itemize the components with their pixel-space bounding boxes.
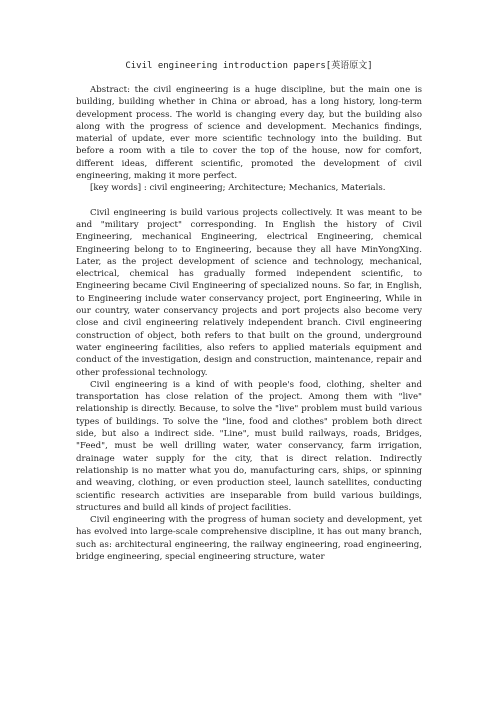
body-paragraph-3: Civil engineering with the progress of human society and development, yet has evolved into large-scale comprehensive discipline, it has out many branch, such as: architectural engineering, the railway engineering, road engineering, bridge engineering, special engineering structure, water xyxy=(76,515,422,562)
body-paragraph-1: Civil engineering is build various projects collectively. It was meant to be and "military project" corresponding. In English the history of Civil Engineering, mechanical Engineering, electrical Engineering, chemical Engineering belong to to Engineering, because they all have MinYongXing. Later, as the project development of science and technology, mechanical, electrical, chemical has gradually formed independent scientific, to Engineering became Civil Engineering of specialized nouns. So far, in English, to Engineering include water conservancy project, port Engineering, While in our country, water conservancy projects and port projects also become very close and civil engineering relatively independent branch. Civil engineering construction of object, both refers to that built on the ground, underground water engineering facilities, also refers to applied materials equipment and conduct of the investigation, design and construction, maintenance, repair and other professional technology. xyxy=(76,207,422,378)
keywords-paragraph: [key words] : civil engineering; Architecture; Mechanics, Materials. xyxy=(90,183,386,194)
abstract-paragraph: Abstract: the civil engineering is a huge discipline, but the main one is building, building whether in China or abroad, has a long history, long-term development process. The world is changing every day, but the building also along with the progress of science and development. Mechanics findings, material of update, ever more scientific technology into the building. But before a room with a tile to cover the top of the house, now for comfort, different ideas, different scientific, promoted the development of civil engineering, making it more perfect. xyxy=(76,85,422,182)
document-title: Civil engineering introduction papers[英语原文] xyxy=(125,61,373,71)
body-paragraph-2: Civil engineering is a kind of with people's food, clothing, shelter and transportation has close relation of the project. Among them with "live" relationship is directly. Because, to solve the "live" problem must build various types of buildings. To solve the "line, food and clothes" problem both direct side, but also a indirect side. "Line", must build railways, roads, Bridges, "Feed", must be well drilling water, water conservancy, farm irrigation, drainage water supply for the city, that is direct relation. Indirectly relationship is no matter what you do, manufacturing cars, ships, or spinning and weaving, clothing, or even production steel, launch satellites, conducting scientific research activities are inseparable from build various buildings, structures and build all kinds of project facilities. xyxy=(76,379,422,513)
document-body xyxy=(76,60,422,563)
